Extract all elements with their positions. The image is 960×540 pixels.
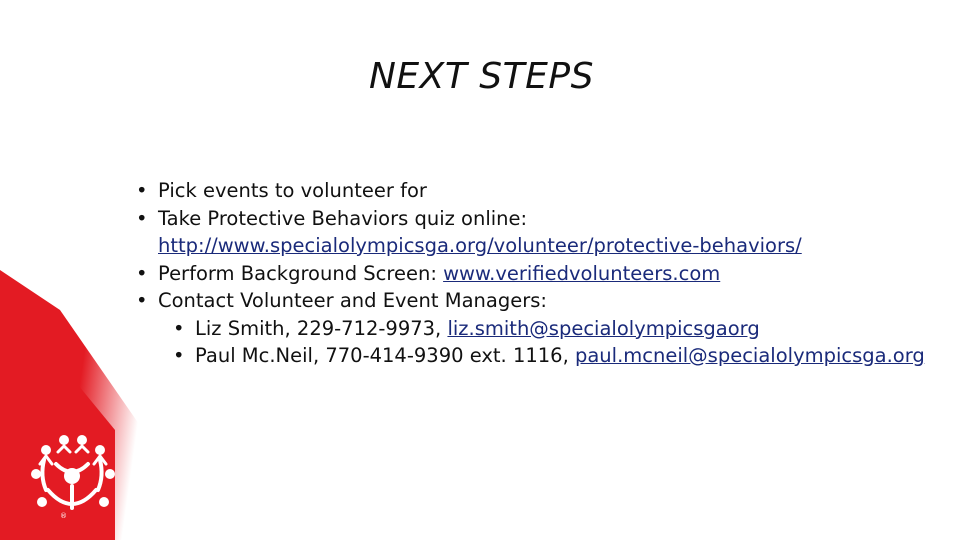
liz-smith-email-link[interactable]: liz.smith@specialolympicsgaorg <box>447 316 760 340</box>
contact-text: Paul Mc.Neil, 770-414-9390 ext. 1116, <box>195 344 575 367</box>
bullet-icon: • <box>173 344 185 367</box>
list-item-text: Take Protective Behaviors quiz online: <box>158 206 528 230</box>
bullet-icon: • <box>136 261 148 285</box>
contact-text: Liz Smith, 229-712-9973, <box>195 316 448 340</box>
sub-list-item <box>173 315 936 343</box>
list-item <box>136 205 936 260</box>
bullet-icon: • <box>136 206 148 230</box>
registered-mark: ® <box>60 512 67 520</box>
paul-mcneil-email-link[interactable]: paul.mcneil@specialolympicsga.org <box>574 344 925 367</box>
sub-list-item <box>173 342 936 370</box>
list-item <box>136 287 936 315</box>
special-olympics-logo-icon <box>26 430 118 522</box>
bullet-list <box>136 177 936 370</box>
page-title: NEXT STEPS <box>369 56 594 97</box>
bullet-icon: • <box>136 289 148 312</box>
verified-volunteers-link[interactable]: www.verifiedvolunteers.com <box>443 261 721 285</box>
list-item <box>136 260 936 288</box>
bullet-icon: • <box>173 316 185 340</box>
protective-behaviors-link[interactable]: http://www.specialolympicsga.org/volunteer/protective-behaviors/ <box>158 234 802 257</box>
bullet-icon: • <box>136 179 148 202</box>
list-item <box>136 177 936 205</box>
list-item-text: Perform Background Screen: <box>158 261 444 285</box>
list-item-text: Contact Volunteer and Event Managers: <box>158 289 547 312</box>
list-item-text: Pick events to volunteer for <box>158 179 427 202</box>
